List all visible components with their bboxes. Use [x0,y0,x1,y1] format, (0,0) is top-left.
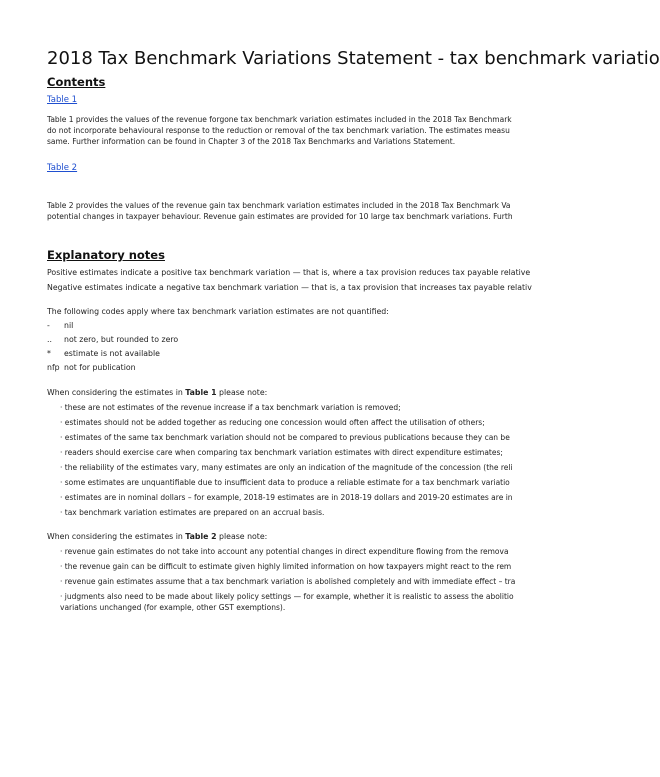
code-symbol: - [47,321,50,330]
code-row-na [47,349,160,358]
explanatory-heading: Explanatory notes [47,248,165,262]
table1-notes-intro: When considering the estimates in Table 1 please note: [47,388,268,397]
table2-notes-intro: When considering the estimates in Table 2 please note: [47,532,268,541]
code-meaning: not for publication [64,363,136,372]
code-symbol: nfp [47,363,60,372]
table2-desc-line2: potential changes in taxpayer behaviour. Revenue gain estimates are provided for 10 large tax benchmark variations. Furth [47,212,513,221]
table1-bullet: · tax benchmark variation estimates are prepared on an accrual basis. [60,508,325,517]
table2-desc-line1: Table 2 provides the values of the revenue gain tax benchmark variation estimates included in the 2018 Tax Benchmark Va [47,201,511,210]
table1-desc-line1: Table 1 provides the values of the revenue forgone tax benchmark variation estimates included in the 2018 Tax Benchmark [47,115,512,124]
table2-ref: Table 2 [185,532,217,541]
code-row-nil [47,321,73,330]
table1-bullet: · estimates are in nominal dollars – for example, 2018-19 estimates are in 2018-19 dollars and 2019-20 estimates are in [60,493,513,502]
contents-heading: Contents [47,75,106,89]
table1-bullet: · the reliability of the estimates vary, many estimates are only an indication of the magnitude of the concession (the reli [60,463,513,472]
negative-note: Negative estimates indicate a negative tax benchmark variation — that is, a tax provision that increases tax payable relativ [47,283,532,292]
table2-bullet: · judgments also need to be made about likely policy settings — for example, whether it is realistic to assess the abolitio [60,592,514,601]
code-meaning: not zero, but rounded to zero [64,335,179,344]
table1-desc-line2: do not incorporate behavioural response to the reduction or removal of the tax benchmark variation. The estimates measu [47,126,510,135]
code-symbol: * [47,349,51,358]
page-title: 2018 Tax Benchmark Variations Statement - tax benchmark variatio [47,48,660,69]
code-row-rounded [47,335,178,344]
positive-note: Positive estimates indicate a positive tax benchmark variation — that is, where a tax provision reduces tax payable relative [47,268,531,277]
table1-bullet: · some estimates are unquantifiable due to insufficient data to produce a reliable estimate for a tax benchmark variatio [60,478,510,487]
code-meaning: estimate is not available [64,349,160,358]
table1-bullet: · readers should exercise care when comparing tax benchmark variation estimates with direct expenditure estimates; [60,448,503,457]
table1-ref: Table 1 [185,388,217,397]
table1-link[interactable]: Table 1 [47,95,78,105]
code-symbol: .. [47,335,52,344]
table1-bullet: · estimates of the same tax benchmark variation should not be compared to previous publications because they can be [60,433,510,442]
table1-bullet: · these are not estimates of the revenue increase if a tax benchmark variation is removed; [60,403,401,412]
code-row-nfp [47,363,136,372]
table2-bullet-continuation: variations unchanged (for example, other GST exemptions). [60,603,286,612]
table2-bullet: · revenue gain estimates do not take into account any potential changes in direct expenditure flowing from the remova [60,547,509,556]
table2-bullet: · revenue gain estimates assume that a tax benchmark variation is abolished completely and with immediate effect – tra [60,577,516,586]
code-meaning: nil [64,321,74,330]
codes-intro: The following codes apply where tax benchmark variation estimates are not quantified: [47,307,389,316]
table2-link[interactable]: Table 2 [47,163,78,173]
table1-bullet: · estimates should not be added together as reducing one concession would often affect the utilisation of others; [60,418,485,427]
table1-desc-line3: same. Further information can be found in Chapter 3 of the 2018 Tax Benchmarks and Variations Statement. [47,137,456,146]
table2-bullet: · the revenue gain can be difficult to estimate given highly limited information on how taxpayers might react to the rem [60,562,512,571]
